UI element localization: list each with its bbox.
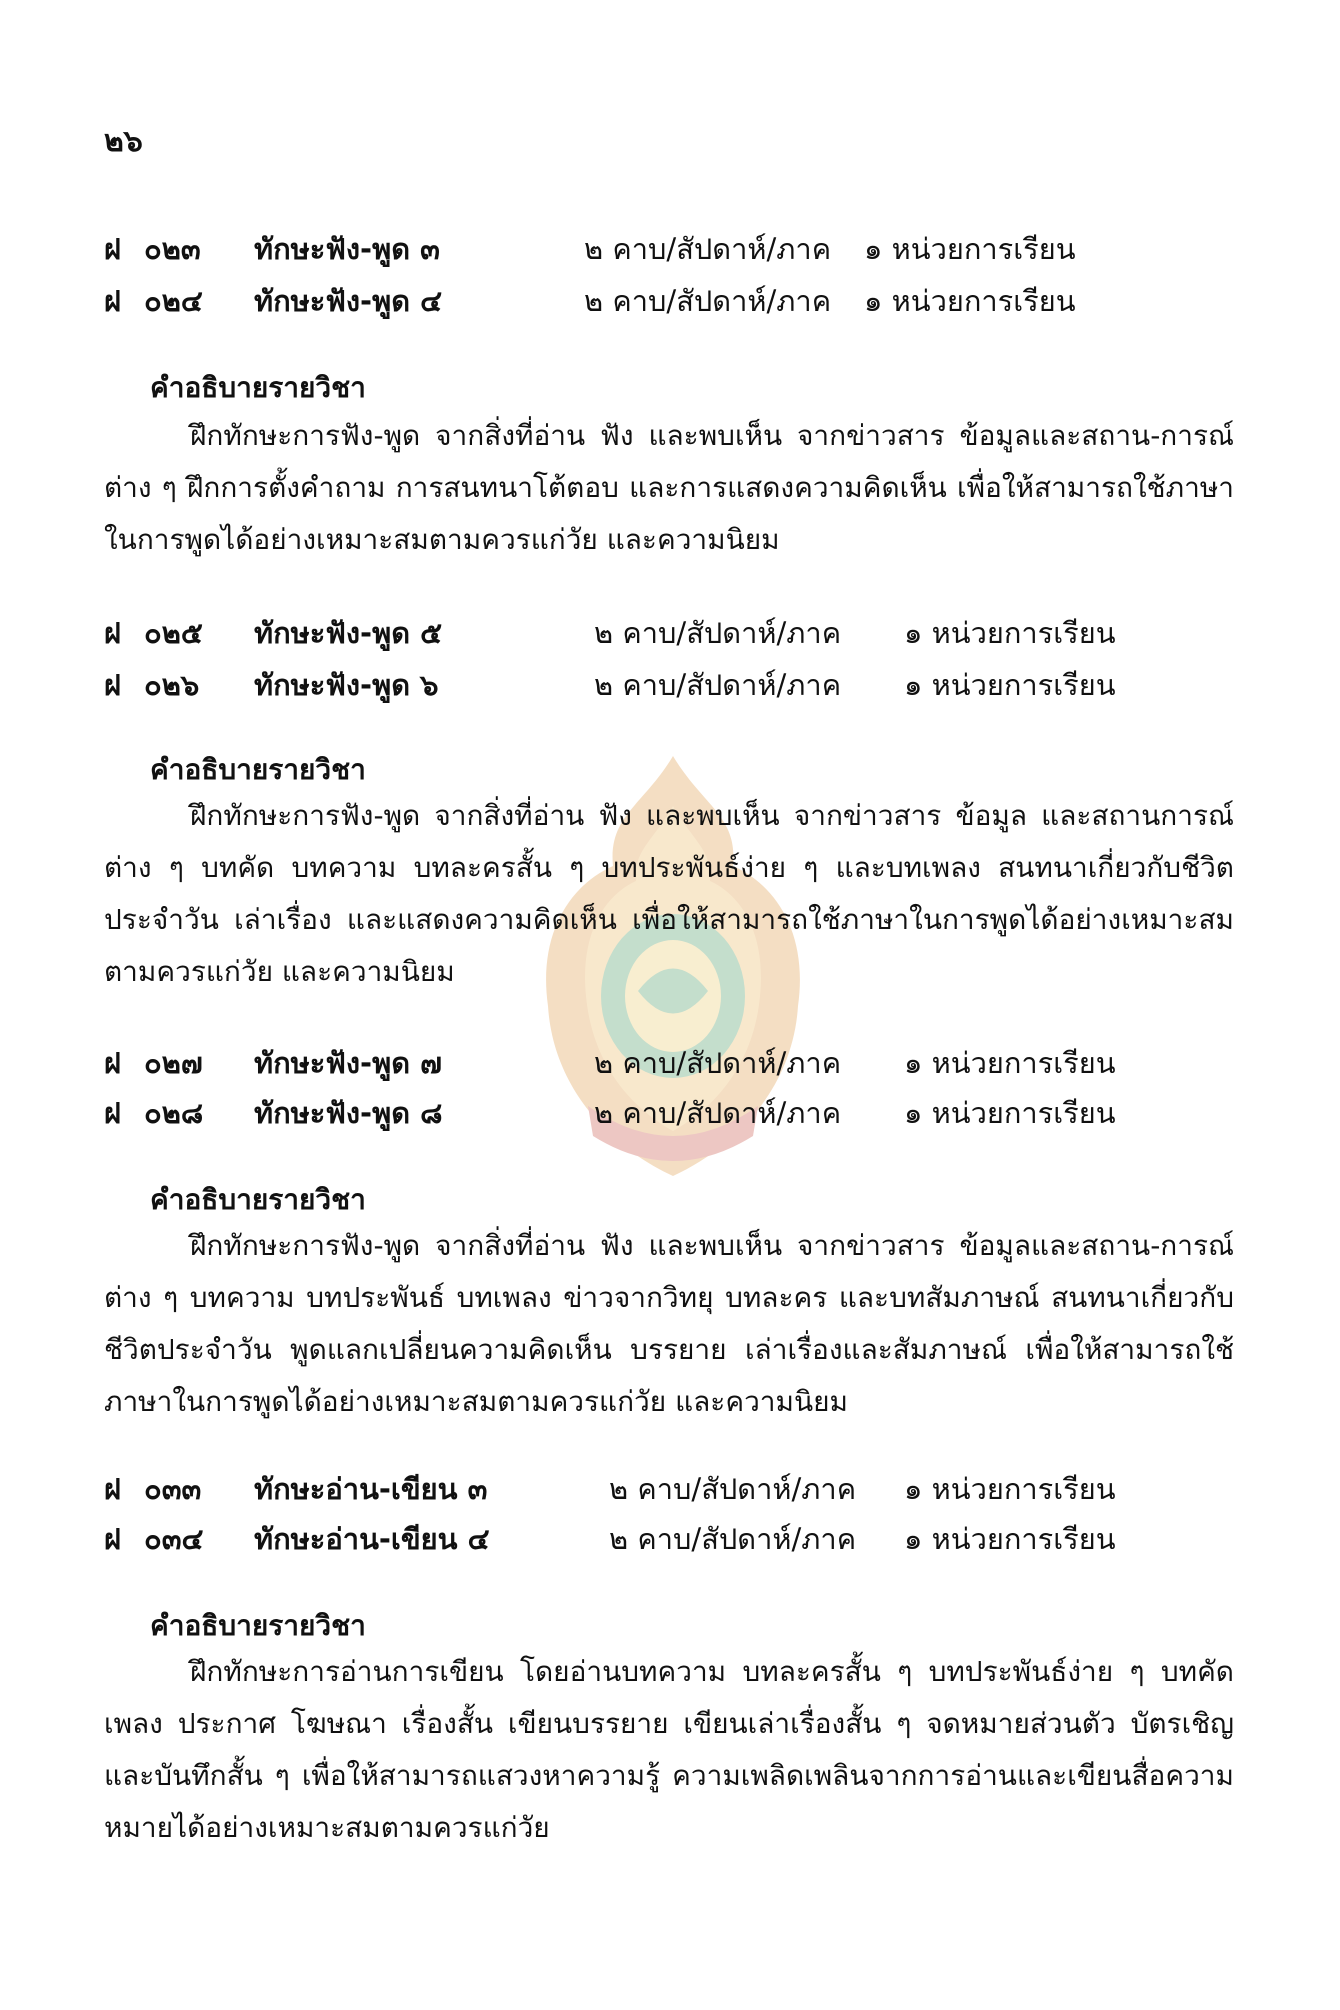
course-hours: ๒ คาบ/สัปดาห์/ภาค [594, 1046, 842, 1080]
course-credits: ๑ หน่วยการเรียน [904, 1522, 1116, 1556]
course-prefix: ฝ [104, 616, 121, 650]
course-code: ๐๒๓ [144, 232, 201, 266]
course-title: ทักษะฟัง-พูด ๘ [254, 1096, 443, 1130]
course-description-text: ฝึกทักษะการฟัง-พูด จากสิ่งที่อ่าน ฟัง และพบเห็น จากข่าวสาร ข้อมูล และสถานการณ์ต่าง ๆ บทคัด บทความ บทละครสั้น ๆ บทประพันธ์ง่าย ๆ และบทเพลง สนทนาเกี่ยวกับชีวิตประจำวัน เล่าเรื่อง และแสดงความคิดเห็น เพื่อให้สามารถใช้ภาษาในการพูดได้อย่างเหมาะสมตามควรแก่วัย และความนิยม [104, 799, 1234, 988]
course-hours: ๒ คาบ/สัปดาห์/ภาค [594, 668, 842, 702]
course-hours: ๒ คาบ/สัปดาห์/ภาค [609, 1472, 857, 1506]
course-hours: ๒ คาบ/สัปดาห์/ภาค [609, 1522, 857, 1556]
course-credits: ๑ หน่วยการเรียน [904, 668, 1116, 702]
course-credits: ๑ หน่วยการเรียน [904, 616, 1116, 650]
course-credits: ๑ หน่วยการเรียน [864, 284, 1076, 318]
course-description-heading: คำอธิบายรายวิชา [150, 753, 366, 786]
course-row [104, 662, 1224, 706]
course-prefix: ฝ [104, 284, 121, 318]
course-code: ๐๒๘ [144, 1096, 204, 1130]
course-prefix: ฝ [104, 1472, 121, 1506]
course-title: ทักษะอ่าน-เขียน ๓ [254, 1472, 488, 1506]
course-prefix: ฝ [104, 1046, 121, 1080]
course-code: ๐๓๓ [144, 1472, 202, 1506]
course-row [104, 1090, 1224, 1134]
course-hours: ๒ คาบ/สัปดาห์/ภาค [594, 616, 842, 650]
course-prefix: ฝ [104, 668, 121, 702]
course-code: ๐๒๗ [144, 1046, 203, 1080]
course-title: ทักษะอ่าน-เขียน ๔ [254, 1522, 490, 1556]
course-credits: ๑ หน่วยการเรียน [864, 232, 1076, 266]
course-hours: ๒ คาบ/สัปดาห์/ภาค [594, 1096, 842, 1130]
course-description-text: ฝึกทักษะการอ่านการเขียน โดยอ่านบทความ บทละครสั้น ๆ บทประพันธ์ง่าย ๆ บทคัด เพลง ประกาศ โฆษณา เรื่องสั้น เขียนบรรยาย เขียนเล่าเรื่องสั้น ๆ จดหมายส่วนตัว บัตรเชิญ และบันทึกสั้น ๆ เพื่อให้สามารถแสวงหาความรู้ ความเพลิดเพลินจากการอ่านและเขียนสื่อความหมายได้อย่างเหมาะสมตามควรแก่วัย [104, 1655, 1234, 1844]
course-row [104, 1040, 1224, 1084]
course-code: ๐๒๖ [144, 668, 200, 702]
course-title: ทักษะฟัง-พูด ๖ [254, 668, 439, 702]
course-code: ๐๒๕ [144, 616, 203, 650]
course-credits: ๑ หน่วยการเรียน [904, 1472, 1116, 1506]
course-title: ทักษะฟัง-พูด ๕ [254, 616, 443, 650]
course-row [104, 226, 1224, 270]
course-description-heading: คำอธิบายรายวิชา [150, 371, 366, 404]
course-row [104, 610, 1224, 654]
course-description-heading: คำอธิบายรายวิชา [150, 1609, 366, 1642]
course-title: ทักษะฟัง-พูด ๓ [254, 232, 440, 266]
course-row [104, 1516, 1224, 1560]
course-prefix: ฝ [104, 1522, 121, 1556]
course-prefix: ฝ [104, 232, 121, 266]
course-hours: ๒ คาบ/สัปดาห์/ภาค [584, 232, 832, 266]
course-prefix: ฝ [104, 1096, 121, 1130]
course-code: ๐๓๔ [144, 1522, 204, 1556]
course-code: ๐๒๔ [144, 284, 203, 318]
course-credits: ๑ หน่วยการเรียน [904, 1096, 1116, 1130]
course-description-heading: คำอธิบายรายวิชา [150, 1183, 366, 1216]
course-description-text: ฝึกทักษะการฟัง-พูด จากสิ่งที่อ่าน ฟัง และพบเห็น จากข่าวสาร ข้อมูลและสถาน-การณ์ต่าง ๆ บทความ บทประพันธ์ บทเพลง ข่าวจากวิทยุ บทละคร และบทสัมภาษณ์ สนทนาเกี่ยวกับชีวิตประจำวัน พูดแลกเปลี่ยนความคิดเห็น บรรยาย เล่าเรื่องและสัมภาษณ์ เพื่อให้สามารถใช้ภาษาในการพูดได้อย่างเหมาะสมตามควรแก่วัย และความนิยม [104, 1229, 1234, 1418]
page-number: ๒๖ [104, 124, 143, 159]
course-row [104, 278, 1224, 322]
course-description-text: ฝึกทักษะการฟัง-พูด จากสิ่งที่อ่าน ฟัง และพบเห็น จากข่าวสาร ข้อมูลและสถาน-การณ์ต่าง ๆ ฝึกการตั้งคำถาม การสนทนาโต้ตอบ และการแสดงความคิดเห็น เพื่อให้สามารถใช้ภาษาในการพูดได้อย่างเหมาะสมตามควรแก่วัย และความนิยม [104, 419, 1234, 556]
course-title: ทักษะฟัง-พูด ๔ [254, 284, 443, 318]
course-credits: ๑ หน่วยการเรียน [904, 1046, 1116, 1080]
course-row [104, 1466, 1224, 1510]
course-hours: ๒ คาบ/สัปดาห์/ภาค [584, 284, 832, 318]
course-title: ทักษะฟัง-พูด ๗ [254, 1046, 442, 1080]
